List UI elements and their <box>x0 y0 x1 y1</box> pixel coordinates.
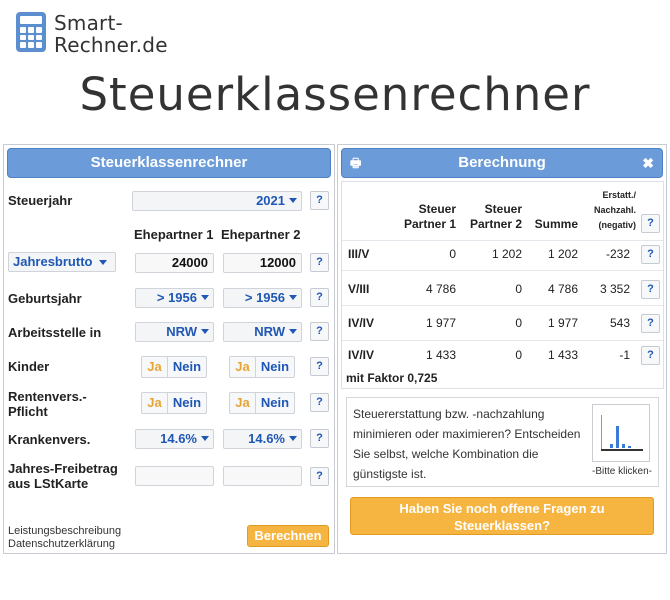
geburtsjahr-partner1-select[interactable]: > 1956 <box>135 288 214 308</box>
row-help-button[interactable]: ? <box>641 346 660 365</box>
freibetrag-help-button[interactable]: ? <box>310 467 329 486</box>
kinder-help-button[interactable]: ? <box>310 357 329 376</box>
col-header-erstatt: Erstatt./ Nachzahl. (negativ) <box>593 190 636 230</box>
row-summe: 4 786 <box>547 282 578 296</box>
logo-text: Smart- Rechner.de <box>54 11 168 57</box>
row-steuer-p2: 0 <box>515 282 522 296</box>
row-diff: 543 <box>609 316 630 330</box>
chevron-down-icon <box>201 436 209 441</box>
renten-partner1-ja[interactable]: Ja <box>142 393 168 413</box>
renten-partner2-toggle[interactable] <box>229 392 295 414</box>
row-help-button[interactable]: ? <box>641 314 660 333</box>
arbeitsstelle-label: Arbeitsstelle in <box>8 325 102 340</box>
renten-partner2-nein[interactable]: Nein <box>260 395 290 410</box>
kinder-partner2-ja[interactable]: Ja <box>230 357 256 377</box>
col-header-steuer-p1: Steuer Partner 1 <box>403 202 456 231</box>
result-panel <box>337 144 667 554</box>
questions-cta-button[interactable]: Haben Sie noch offene Fragen zu Steuerklassen? <box>350 497 654 535</box>
row-klasse: IV/IV <box>348 348 375 362</box>
footer-links <box>8 525 121 551</box>
row-klasse: IV/IV <box>348 316 375 330</box>
col-header-steuer-p2: Steuer Partner 2 <box>469 202 522 231</box>
brutto-partner1-input[interactable]: 24000 <box>135 253 214 273</box>
row-steuer-p2: 0 <box>515 348 522 362</box>
row-steuer-p2: 0 <box>515 316 522 330</box>
freibetrag-label: Jahres-Freibetrag aus LStKarte <box>8 461 118 491</box>
hint-caption[interactable]: -Bitte klicken- <box>591 466 652 477</box>
chevron-down-icon <box>201 295 209 300</box>
row-help-button[interactable]: ? <box>641 280 660 299</box>
chevron-down-icon <box>289 295 297 300</box>
row-klasse: V/III <box>348 282 370 296</box>
berechnen-button[interactable]: Berechnen <box>247 525 329 547</box>
steuerjahr-help-button[interactable]: ? <box>310 191 329 210</box>
arbeitsstelle-partner1-select[interactable]: NRW <box>135 322 214 342</box>
row-divider <box>342 340 663 341</box>
kinder-partner2-toggle[interactable] <box>229 356 295 378</box>
brutto-type-select[interactable]: Jahresbrutto <box>8 252 116 272</box>
row-diff: -1 <box>619 348 630 362</box>
steuerjahr-select[interactable]: 2021 <box>132 191 302 211</box>
close-icon[interactable]: ✖ <box>642 155 654 171</box>
rentenvers-label: Rentenvers.- Pflicht <box>8 389 87 419</box>
logo[interactable] <box>16 12 168 56</box>
chevron-down-icon <box>289 436 297 441</box>
kinder-partner1-ja[interactable]: Ja <box>142 357 168 377</box>
kranken-help-button[interactable]: ? <box>310 429 329 448</box>
result-table <box>341 181 664 389</box>
chevron-down-icon <box>289 198 297 203</box>
bar-chart-icon[interactable] <box>592 404 650 462</box>
result-panel-header <box>341 148 663 178</box>
col-header-summe: Summe <box>534 217 578 231</box>
row-summe: 1 433 <box>547 348 578 362</box>
row-divider <box>342 305 663 306</box>
row-diff: -232 <box>605 247 630 261</box>
kinder-partner2-nein[interactable]: Nein <box>260 359 290 374</box>
kinder-partner1-toggle[interactable] <box>141 356 207 378</box>
calculator-form-panel <box>3 144 335 554</box>
row-steuer-p1: 1 977 <box>425 316 456 330</box>
brutto-help-button[interactable]: ? <box>310 253 329 272</box>
geburtsjahr-help-button[interactable]: ? <box>310 288 329 307</box>
chevron-down-icon <box>201 329 209 334</box>
form-panel-header: Steuerklassenrechner <box>7 148 331 178</box>
row-steuer-p1: 0 <box>449 247 456 261</box>
row-diff: 3 352 <box>599 282 630 296</box>
renten-partner1-nein[interactable]: Nein <box>172 395 202 410</box>
freibetrag-partner1-input[interactable] <box>135 466 214 486</box>
row-divider <box>342 240 663 241</box>
steuerjahr-label: Steuerjahr <box>8 193 73 208</box>
freibetrag-partner2-input[interactable] <box>223 466 302 486</box>
kinder-label: Kinder <box>8 359 50 374</box>
krankenvers-label: Krankenvers. <box>8 432 91 447</box>
renten-partner2-ja[interactable]: Ja <box>230 393 256 413</box>
table-header-help-button[interactable]: ? <box>641 214 660 233</box>
brutto-partner2-input[interactable]: 12000 <box>223 253 302 273</box>
chevron-down-icon <box>99 260 107 265</box>
row-steuer-p1: 4 786 <box>425 282 456 296</box>
leistungsbeschreibung-link[interactable]: Leistungsbeschreibung <box>8 525 122 537</box>
renten-help-button[interactable]: ? <box>310 393 329 412</box>
print-icon[interactable]: 🖶 <box>350 156 362 170</box>
row-steuer-p2: 1 202 <box>491 247 522 261</box>
kranken-partner2-select[interactable]: 14.6% <box>223 429 302 449</box>
chevron-down-icon <box>289 329 297 334</box>
partner1-column-header: Ehepartner 1 <box>134 227 214 242</box>
geburtsjahr-partner2-select[interactable]: > 1956 <box>223 288 302 308</box>
optimization-hint-box[interactable] <box>346 397 659 487</box>
row-klasse: III/V <box>348 247 370 261</box>
row-summe: 1 977 <box>547 316 578 330</box>
datenschutz-link[interactable]: Datenschutzerklärung <box>8 538 116 550</box>
arbeitsstelle-partner2-select[interactable]: NRW <box>223 322 302 342</box>
page-title: Steuerklassenrechner <box>79 68 591 121</box>
partner2-column-header: Ehepartner 2 <box>221 227 301 242</box>
row-divider <box>342 270 663 271</box>
row-steuer-p1: 1 433 <box>425 348 456 362</box>
geburtsjahr-label: Geburtsjahr <box>8 291 82 306</box>
arbeitsstelle-help-button[interactable]: ? <box>310 322 329 341</box>
factor-note: mit Faktor 0,725 <box>346 371 438 385</box>
result-panel-title: Berechnung <box>458 154 546 171</box>
renten-partner1-toggle[interactable] <box>141 392 207 414</box>
calculator-icon <box>16 12 46 52</box>
hint-text: Steuererstattung bzw. -nachzahlung minimieren oder maximieren? Entscheiden Sie selbst, welche Kombination die günstigste ist. <box>353 407 581 481</box>
kranken-partner1-select[interactable]: 14.6% <box>135 429 214 449</box>
row-help-button[interactable]: ? <box>641 245 660 264</box>
row-summe: 1 202 <box>547 247 578 261</box>
kinder-partner1-nein[interactable]: Nein <box>172 359 202 374</box>
